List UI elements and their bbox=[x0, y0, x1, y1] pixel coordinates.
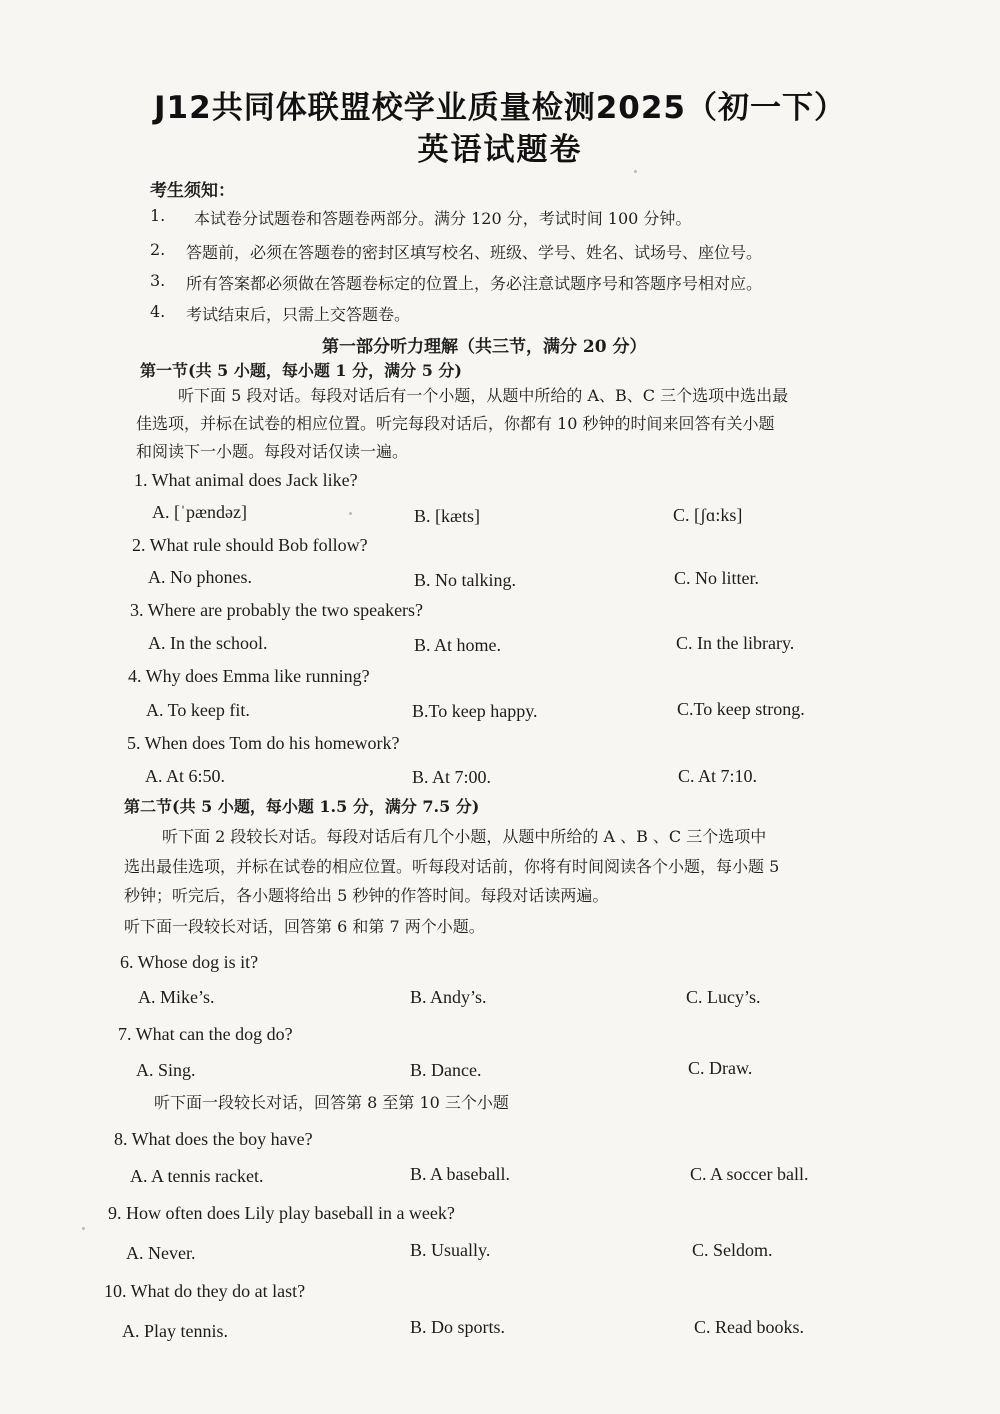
exam-title: J12共同体联盟校学业质量检测2025（初一下） bbox=[154, 90, 846, 126]
question-text: 8. What does the boy have? bbox=[114, 1129, 313, 1149]
question-text: 10. What do they do at last? bbox=[104, 1281, 306, 1301]
option-c: C. Draw. bbox=[688, 1058, 753, 1078]
scan-speck bbox=[349, 512, 352, 515]
option-b: B. [kæts] bbox=[414, 506, 481, 526]
option-a: A. Mike’s. bbox=[138, 987, 215, 1007]
dialogue-note: 听下面一段较长对话，回答第 6 和第 7 两个小题。 bbox=[124, 917, 485, 936]
section1-instruction: 佳选项，并标在试卷的相应位置。听完每段对话后，你都有 10 秒钟的时间来回答有关小题 bbox=[136, 414, 775, 433]
question-text: 4. Why does Emma like running? bbox=[128, 666, 370, 686]
option-b: B. No talking. bbox=[414, 570, 516, 590]
option-c: C. Lucy’s. bbox=[686, 987, 761, 1007]
section2-instruction: 秒钟；听完后，各小题将给出 5 秒钟的作答时间。每段对话读两遍。 bbox=[124, 886, 609, 905]
question-text: 7. What can the dog do? bbox=[118, 1024, 293, 1044]
section1-instruction: 和阅读下一小题。每段对话仅读一遍。 bbox=[136, 442, 409, 461]
option-a: A. At 6:50. bbox=[145, 766, 226, 786]
option-b: B. Usually. bbox=[410, 1240, 491, 1260]
option-c: C. At 7:10. bbox=[678, 766, 758, 786]
question-text: 2. What rule should Bob follow? bbox=[132, 535, 368, 555]
notice-item-num: 2. bbox=[150, 240, 166, 259]
option-c: C. In the library. bbox=[676, 633, 795, 653]
notice-item-num: 4. bbox=[150, 302, 166, 321]
option-c: C. Read books. bbox=[694, 1317, 804, 1337]
option-b: B. At home. bbox=[414, 635, 502, 655]
notice-item-text: 所有答案都必须做在答题卷标定的位置上，务必注意试题序号和答题序号相对应。 bbox=[186, 274, 763, 293]
option-c: C. [ʃɑ:ks] bbox=[673, 505, 743, 525]
scan-speck bbox=[82, 1227, 85, 1230]
option-a: A. [ˈpændəz] bbox=[152, 502, 247, 522]
exam-subtitle: 英语试题卷 bbox=[417, 132, 583, 168]
section2-instruction: 选出最佳选项，并标在试卷的相应位置。听每段对话前，你将有时间阅读各个小题，每小题 5 bbox=[124, 857, 780, 876]
option-a: A. In the school. bbox=[148, 633, 268, 653]
question-text: 6. Whose dog is it? bbox=[120, 952, 259, 972]
option-b: B.To keep happy. bbox=[412, 701, 538, 721]
option-b: B. Andy’s. bbox=[410, 987, 487, 1007]
option-b: B. Dance. bbox=[410, 1060, 482, 1080]
option-c: C. Seldom. bbox=[692, 1240, 773, 1260]
notice-item-text: 答题前，必须在答题卷的密封区填写校名、班级、学号、姓名、试场号、座位号。 bbox=[186, 243, 763, 262]
question-text: 3. Where are probably the two speakers? bbox=[130, 600, 424, 620]
option-a: A. No phones. bbox=[148, 567, 252, 587]
section2-title: 第二节(共 5 小题，每小题 1.5 分，满分 7.5 分) bbox=[124, 797, 480, 816]
section1-instruction: 听下面 5 段对话。每段对话后有一个小题，从题中所给的 A、B、C 三个选项中选出最 bbox=[178, 386, 789, 405]
option-c: C.To keep strong. bbox=[677, 699, 805, 719]
notice-heading: 考生须知： bbox=[150, 181, 235, 201]
option-b: B. Do sports. bbox=[410, 1317, 506, 1337]
notice-item-text: 本试卷分试题卷和答题卷两部分。满分 120 分，考试时间 100 分钟。 bbox=[194, 209, 692, 228]
option-a: A. A tennis racket. bbox=[130, 1166, 264, 1186]
option-b: B. A baseball. bbox=[410, 1164, 510, 1184]
notice-item-text: 考试结束后，只需上交答题卷。 bbox=[186, 305, 411, 324]
notice-item-num: 1. bbox=[150, 206, 166, 225]
option-c: C. No litter. bbox=[674, 568, 759, 588]
option-a: A. Sing. bbox=[136, 1060, 196, 1080]
section2-instruction: 听下面 2 段较长对话。每段对话后有几个小题，从题中所给的 A 、B 、C 三个选项中 bbox=[162, 827, 767, 846]
scan-speck bbox=[634, 170, 637, 173]
part1-title: 第一部分听力理解（共三节，满分 20 分） bbox=[322, 337, 647, 357]
question-text: 1. What animal does Jack like? bbox=[134, 470, 358, 490]
dialogue-note: 听下面一段较长对话，回答第 8 至第 10 三个小题 bbox=[154, 1093, 509, 1112]
option-b: B. At 7:00. bbox=[412, 767, 492, 787]
option-a: A. Never. bbox=[126, 1243, 196, 1263]
question-text: 5. When does Tom do his homework? bbox=[127, 733, 400, 753]
option-a: A. Play tennis. bbox=[122, 1321, 228, 1341]
notice-item-num: 3. bbox=[150, 271, 166, 290]
section1-title: 第一节(共 5 小题，每小题 1 分，满分 5 分) bbox=[140, 361, 462, 380]
option-c: C. A soccer ball. bbox=[690, 1164, 809, 1184]
question-text: 9. How often does Lily play baseball in a week? bbox=[108, 1203, 455, 1223]
option-a: A. To keep fit. bbox=[146, 700, 250, 720]
